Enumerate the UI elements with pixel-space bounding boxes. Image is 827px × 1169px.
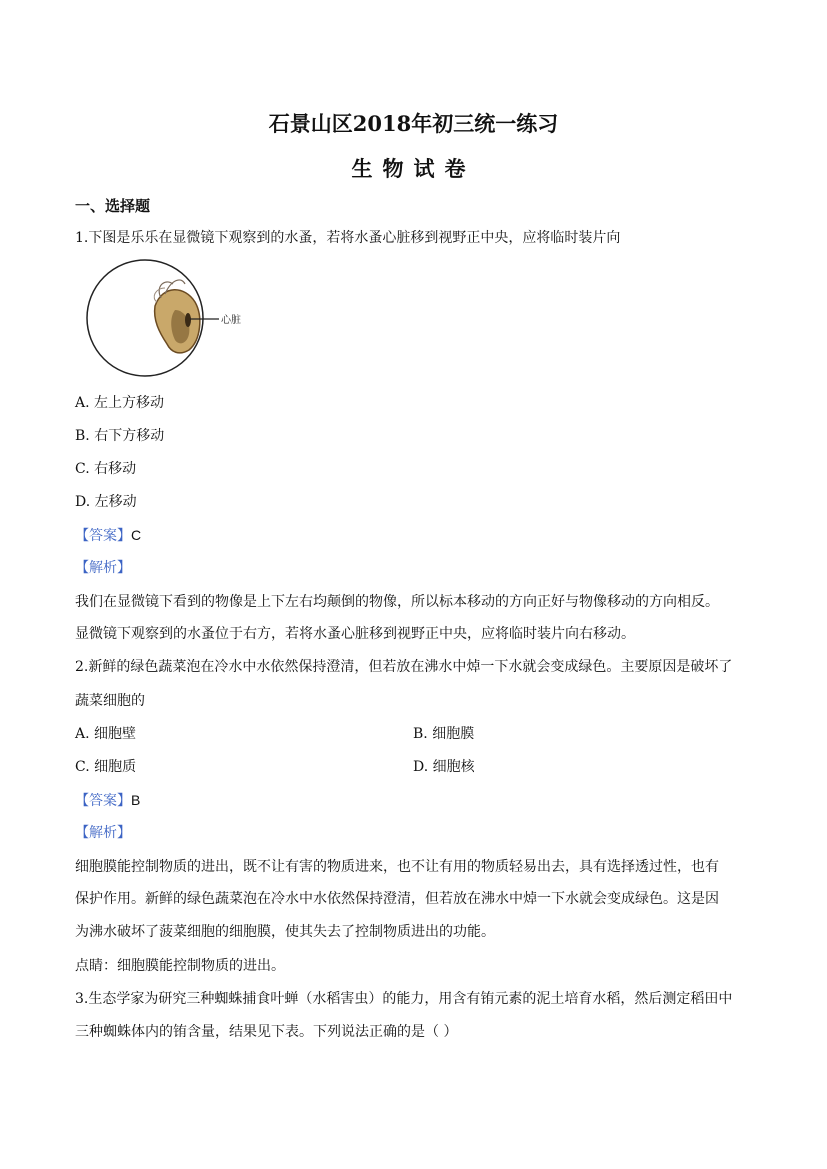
q2-analysis-line: 细胞膜能控制物质的进出，既不让有害的物质进来，也不让有用的物质轻易出去，具有选择透过性，也有 xyxy=(75,859,719,875)
q1-analysis-line: 我们在显微镜下看到的物像是上下左右均颠倒的物像，所以标本移动的方向正好与物像移动的方向相反。 xyxy=(75,594,719,610)
q1-analysis-line: 显微镜下观察到的水蚤位于右方，若将水蚤心脏移到视野正中央，应将临时装片向右移动。 xyxy=(75,626,635,642)
q1-analysis-tag: 【解析】 xyxy=(75,560,131,576)
q2-option-b: B. 细胞膜 xyxy=(413,726,475,742)
q2-answer xyxy=(75,790,140,811)
q1-option-c: C. 右移动 xyxy=(75,461,137,477)
q2-option-a: A. 细胞壁 xyxy=(75,726,137,742)
q2-tip-line: 点睛：细胞膜能控制物质的进出。 xyxy=(75,958,285,974)
answer-tag: 【答案】 xyxy=(75,528,131,544)
q2-analysis-tag: 【解析】 xyxy=(75,825,131,841)
q3-stem-line: 三种蜘蛛体内的铕含量，结果见下表。下列说法正确的是（ ） xyxy=(75,1024,458,1040)
answer-value: B xyxy=(131,792,141,808)
q2-stem-line: 2.新鲜的绿色蔬菜泡在冷水中水依然保持澄清，但若放在沸水中焯一下水就会变成绿色。主要原因是破坏了 xyxy=(75,659,733,675)
heart-label: 心脏 xyxy=(221,315,241,326)
q1-option-d: D. 左移动 xyxy=(75,494,137,510)
q2-stem-line: 蔬菜细胞的 xyxy=(75,693,145,709)
exam-subtitle: 生物试卷 xyxy=(351,156,476,181)
section-heading: 一、选择题 xyxy=(75,197,151,215)
q1-option-b: B. 右下方移动 xyxy=(75,428,165,444)
q1-stem: 1.下图是乐乐在显微镜下观察到的水蚤，若将水蚤心脏移到视野正中央，应将临时装片向 xyxy=(75,230,621,246)
q2-analysis-line: 保护作用。新鲜的绿色蔬菜泡在冷水中水依然保持澄清，但若放在沸水中焯一下水就会变成绿色。这是因 xyxy=(75,891,719,907)
q2-option-c: C. 细胞质 xyxy=(75,759,137,775)
q1-option-a: A. 左上方移动 xyxy=(75,395,165,411)
exam-title: 石景山区2018年初三统一练习 xyxy=(268,111,559,136)
q1-answer xyxy=(75,525,141,546)
answer-tag: 【答案】 xyxy=(75,793,131,809)
q3-stem-line: 3.生态学家为研究三种蜘蛛捕食叶蝉（水稻害虫）的能力，用含有铕元素的泥土培育水稻，然后测定稻田中 xyxy=(75,991,733,1007)
answer-value: C xyxy=(131,527,142,543)
q2-option-d: D. 细胞核 xyxy=(413,759,475,775)
microscope-field-figure xyxy=(85,258,255,378)
q2-analysis-line: 为沸水破坏了菠菜细胞的细胞膜，使其失去了控制物质进出的功能。 xyxy=(75,924,495,940)
